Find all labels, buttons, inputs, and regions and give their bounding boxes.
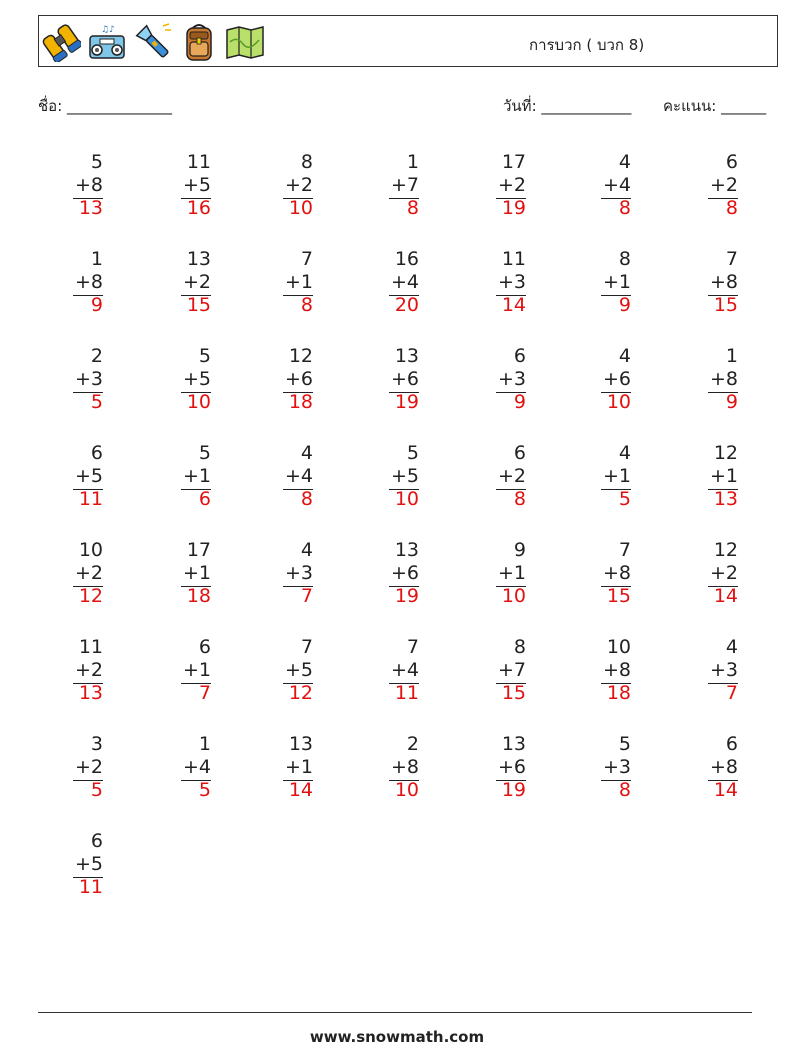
plus-sign: +	[284, 271, 301, 293]
plus-sign: +	[74, 271, 91, 293]
answer: 11	[394, 682, 419, 704]
addend-bottom: 3	[618, 756, 631, 778]
addend-top: 6	[198, 636, 211, 658]
answer: 8	[725, 197, 738, 219]
answer: 15	[713, 294, 738, 316]
addend-top: 11	[186, 151, 211, 173]
addition-problem	[386, 636, 419, 711]
addend-bottom: 6	[406, 368, 419, 390]
addition-problem	[70, 636, 103, 711]
addend-top: 1	[198, 733, 211, 755]
addition-problem	[386, 733, 419, 808]
addition-problem	[280, 248, 313, 323]
map-icon	[225, 22, 265, 62]
addition-problem	[70, 539, 103, 614]
addition-problem	[598, 248, 631, 323]
addition-problem	[178, 345, 211, 420]
addition-problem	[598, 539, 631, 614]
addend-bottom: 8	[618, 659, 631, 681]
addend-top: 1	[90, 248, 103, 270]
plus-sign: +	[602, 562, 619, 584]
answer: 5	[618, 488, 631, 510]
addend-top: 12	[713, 442, 738, 464]
plus-sign: +	[74, 756, 91, 778]
answer: 9	[90, 294, 103, 316]
plus-sign: +	[602, 659, 619, 681]
addend-bottom: 2	[725, 562, 738, 584]
addend-bottom: 8	[406, 756, 419, 778]
addend-top: 7	[725, 248, 738, 270]
plus-sign: +	[182, 756, 199, 778]
boombox-icon	[87, 22, 127, 62]
answer: 10	[186, 391, 211, 413]
answer: 13	[713, 488, 738, 510]
answer: 15	[606, 585, 631, 607]
score-field: คะแนน: ______	[663, 97, 767, 115]
addend-top: 4	[300, 442, 313, 464]
addend-top: 8	[300, 151, 313, 173]
addend-top: 4	[300, 539, 313, 561]
addend-bottom: 3	[513, 271, 526, 293]
addend-bottom: 1	[300, 756, 313, 778]
addend-bottom: 5	[198, 368, 211, 390]
answer: 11	[78, 876, 103, 898]
addend-top: 4	[725, 636, 738, 658]
addend-bottom: 8	[725, 368, 738, 390]
answer: 7	[198, 682, 211, 704]
addend-top: 13	[186, 248, 211, 270]
addition-problem	[705, 248, 738, 323]
plus-sign: +	[709, 271, 726, 293]
addition-problem	[178, 442, 211, 517]
answer: 7	[725, 682, 738, 704]
plus-sign: +	[74, 465, 91, 487]
addition-problem	[178, 539, 211, 614]
plus-sign: +	[497, 562, 514, 584]
addend-bottom: 1	[300, 271, 313, 293]
addition-problem	[493, 733, 526, 808]
addition-problem	[178, 636, 211, 711]
backpack-icon	[179, 22, 219, 62]
plus-sign: +	[74, 659, 91, 681]
answer: 13	[78, 197, 103, 219]
plus-sign: +	[497, 368, 514, 390]
addend-top: 5	[618, 733, 631, 755]
answer: 8	[300, 488, 313, 510]
plus-sign: +	[602, 271, 619, 293]
plus-sign: +	[602, 756, 619, 778]
addend-top: 2	[90, 345, 103, 367]
header-icons	[41, 20, 265, 64]
addition-problem	[70, 248, 103, 323]
plus-sign: +	[284, 659, 301, 681]
addition-problem	[493, 442, 526, 517]
plus-sign: +	[497, 465, 514, 487]
answer: 8	[300, 294, 313, 316]
plus-sign: +	[284, 174, 301, 196]
addend-bottom: 4	[406, 659, 419, 681]
addend-top: 12	[713, 539, 738, 561]
plus-sign: +	[709, 562, 726, 584]
addend-bottom: 6	[406, 562, 419, 584]
answer: 19	[394, 585, 419, 607]
addend-top: 10	[606, 636, 631, 658]
addend-bottom: 4	[198, 756, 211, 778]
addition-problem	[705, 442, 738, 517]
addend-bottom: 6	[300, 368, 313, 390]
plus-sign: +	[284, 562, 301, 584]
addend-top: 7	[300, 636, 313, 658]
answer: 6	[198, 488, 211, 510]
answer: 5	[198, 779, 211, 801]
answer: 19	[501, 197, 526, 219]
addend-bottom: 1	[618, 465, 631, 487]
plus-sign: +	[709, 659, 726, 681]
addend-top: 7	[300, 248, 313, 270]
addend-top: 3	[90, 733, 103, 755]
addition-problem	[70, 733, 103, 808]
addition-problem	[493, 539, 526, 614]
addition-problem	[70, 830, 103, 905]
addition-problem	[598, 442, 631, 517]
answer: 12	[78, 585, 103, 607]
addition-problem	[386, 539, 419, 614]
addition-problem	[705, 345, 738, 420]
plus-sign: +	[709, 174, 726, 196]
addend-bottom: 8	[725, 271, 738, 293]
answer: 18	[186, 585, 211, 607]
addend-bottom: 6	[618, 368, 631, 390]
name-field: ชื่อ: ______________	[38, 97, 173, 115]
addend-top: 10	[78, 539, 103, 561]
plus-sign: +	[182, 271, 199, 293]
answer: 7	[300, 585, 313, 607]
addend-top: 7	[618, 539, 631, 561]
worksheet-title: การบวก ( บวก 8)	[529, 36, 645, 54]
addend-top: 4	[618, 345, 631, 367]
answer: 19	[501, 779, 526, 801]
plus-sign: +	[284, 756, 301, 778]
answer: 14	[501, 294, 526, 316]
addend-bottom: 5	[90, 853, 103, 875]
addend-bottom: 7	[513, 659, 526, 681]
addend-bottom: 5	[198, 174, 211, 196]
addend-top: 12	[288, 345, 313, 367]
addend-top: 6	[90, 830, 103, 852]
addend-bottom: 3	[513, 368, 526, 390]
addend-bottom: 7	[406, 174, 419, 196]
answer: 14	[288, 779, 313, 801]
addend-top: 1	[406, 151, 419, 173]
plus-sign: +	[709, 465, 726, 487]
addition-problem	[493, 636, 526, 711]
answer: 18	[288, 391, 313, 413]
answer: 11	[78, 488, 103, 510]
plus-sign: +	[74, 174, 91, 196]
addend-bottom: 1	[513, 562, 526, 584]
addend-top: 16	[394, 248, 419, 270]
answer: 14	[713, 585, 738, 607]
addend-top: 8	[513, 636, 526, 658]
addend-bottom: 2	[513, 174, 526, 196]
addition-problem	[280, 442, 313, 517]
answer: 9	[618, 294, 631, 316]
worksheet-header	[38, 15, 778, 67]
addition-problem	[280, 539, 313, 614]
addend-bottom: 8	[90, 174, 103, 196]
plus-sign: +	[390, 368, 407, 390]
answer: 14	[713, 779, 738, 801]
addition-problem	[705, 539, 738, 614]
addition-problem	[493, 248, 526, 323]
addend-top: 13	[394, 539, 419, 561]
addend-bottom: 8	[618, 562, 631, 584]
plus-sign: +	[182, 659, 199, 681]
answer: 10	[501, 585, 526, 607]
plus-sign: +	[284, 465, 301, 487]
addend-top: 11	[78, 636, 103, 658]
plus-sign: +	[390, 465, 407, 487]
addition-problem	[598, 636, 631, 711]
addition-problem	[493, 151, 526, 226]
answer: 9	[725, 391, 738, 413]
addend-top: 6	[513, 442, 526, 464]
addend-top: 2	[406, 733, 419, 755]
addend-top: 13	[394, 345, 419, 367]
plus-sign: +	[497, 756, 514, 778]
binoculars-icon	[41, 22, 81, 62]
addend-top: 4	[618, 151, 631, 173]
plus-sign: +	[182, 465, 199, 487]
answer: 9	[513, 391, 526, 413]
answer: 5	[90, 779, 103, 801]
addend-bottom: 1	[198, 659, 211, 681]
plus-sign: +	[182, 562, 199, 584]
answer: 15	[501, 682, 526, 704]
addition-problem	[280, 345, 313, 420]
addend-bottom: 2	[90, 756, 103, 778]
plus-sign: +	[497, 174, 514, 196]
plus-sign: +	[74, 562, 91, 584]
addend-bottom: 4	[300, 465, 313, 487]
plus-sign: +	[74, 853, 91, 875]
addend-top: 6	[725, 733, 738, 755]
plus-sign: +	[602, 465, 619, 487]
plus-sign: +	[709, 368, 726, 390]
plus-sign: +	[497, 271, 514, 293]
addition-problem	[386, 151, 419, 226]
addend-bottom: 2	[90, 562, 103, 584]
addend-bottom: 1	[618, 271, 631, 293]
date-field: วันที่: ____________	[503, 97, 632, 115]
plus-sign: +	[74, 368, 91, 390]
addition-problem	[705, 151, 738, 226]
plus-sign: +	[284, 368, 301, 390]
addend-top: 5	[406, 442, 419, 464]
addition-problem	[386, 442, 419, 517]
addition-problem	[598, 345, 631, 420]
addition-problem	[178, 733, 211, 808]
addend-top: 7	[406, 636, 419, 658]
addend-top: 5	[198, 345, 211, 367]
addend-bottom: 2	[198, 271, 211, 293]
answer: 12	[288, 682, 313, 704]
answer: 10	[394, 488, 419, 510]
answer: 13	[78, 682, 103, 704]
footer-divider	[38, 1012, 752, 1013]
addend-bottom: 3	[725, 659, 738, 681]
answer: 8	[513, 488, 526, 510]
answer: 5	[90, 391, 103, 413]
answer: 10	[288, 197, 313, 219]
plus-sign: +	[390, 659, 407, 681]
addend-bottom: 3	[300, 562, 313, 584]
answer: 20	[394, 294, 419, 316]
answer: 10	[606, 391, 631, 413]
plus-sign: +	[390, 756, 407, 778]
addend-top: 5	[90, 151, 103, 173]
addend-bottom: 2	[513, 465, 526, 487]
plus-sign: +	[602, 368, 619, 390]
addition-problem	[280, 151, 313, 226]
addend-bottom: 1	[198, 562, 211, 584]
addend-top: 13	[288, 733, 313, 755]
addition-problem	[386, 345, 419, 420]
svg-text:♫♪: ♫♪	[101, 25, 115, 35]
addition-problem	[386, 248, 419, 323]
addend-bottom: 2	[725, 174, 738, 196]
addend-top: 17	[501, 151, 526, 173]
addend-bottom: 5	[406, 465, 419, 487]
addend-top: 5	[198, 442, 211, 464]
addition-problem	[70, 345, 103, 420]
answer: 10	[394, 779, 419, 801]
addition-problem	[598, 151, 631, 226]
addend-bottom: 1	[198, 465, 211, 487]
plus-sign: +	[709, 756, 726, 778]
addition-problem	[705, 733, 738, 808]
addition-problem	[70, 151, 103, 226]
answer: 15	[186, 294, 211, 316]
flashlight-icon	[133, 22, 173, 62]
addend-top: 9	[513, 539, 526, 561]
plus-sign: +	[182, 368, 199, 390]
addend-bottom: 8	[90, 271, 103, 293]
addend-bottom: 1	[725, 465, 738, 487]
addend-bottom: 3	[90, 368, 103, 390]
addend-top: 6	[90, 442, 103, 464]
answer: 8	[406, 197, 419, 219]
addend-bottom: 5	[90, 465, 103, 487]
addend-bottom: 2	[300, 174, 313, 196]
addend-bottom: 2	[90, 659, 103, 681]
plus-sign: +	[390, 562, 407, 584]
answer: 8	[618, 197, 631, 219]
addend-top: 8	[618, 248, 631, 270]
addition-problem	[493, 345, 526, 420]
plus-sign: +	[497, 659, 514, 681]
addend-top: 4	[618, 442, 631, 464]
addend-top: 6	[725, 151, 738, 173]
addition-problem	[178, 248, 211, 323]
plus-sign: +	[390, 271, 407, 293]
addend-top: 13	[501, 733, 526, 755]
addend-bottom: 4	[406, 271, 419, 293]
addend-top: 6	[513, 345, 526, 367]
plus-sign: +	[390, 174, 407, 196]
answer: 18	[606, 682, 631, 704]
answer: 19	[394, 391, 419, 413]
footer-site: www.snowmath.com	[309, 1028, 485, 1046]
addend-bottom: 5	[300, 659, 313, 681]
addition-problem	[598, 733, 631, 808]
addend-bottom: 4	[618, 174, 631, 196]
addition-problem	[178, 151, 211, 226]
addition-problem	[280, 733, 313, 808]
addend-top: 17	[186, 539, 211, 561]
plus-sign: +	[182, 174, 199, 196]
addend-bottom: 8	[725, 756, 738, 778]
addition-problem	[705, 636, 738, 711]
addition-problem	[280, 636, 313, 711]
plus-sign: +	[602, 174, 619, 196]
addend-bottom: 6	[513, 756, 526, 778]
answer: 16	[186, 197, 211, 219]
addend-top: 11	[501, 248, 526, 270]
answer: 8	[618, 779, 631, 801]
addend-top: 1	[725, 345, 738, 367]
addition-problem	[70, 442, 103, 517]
